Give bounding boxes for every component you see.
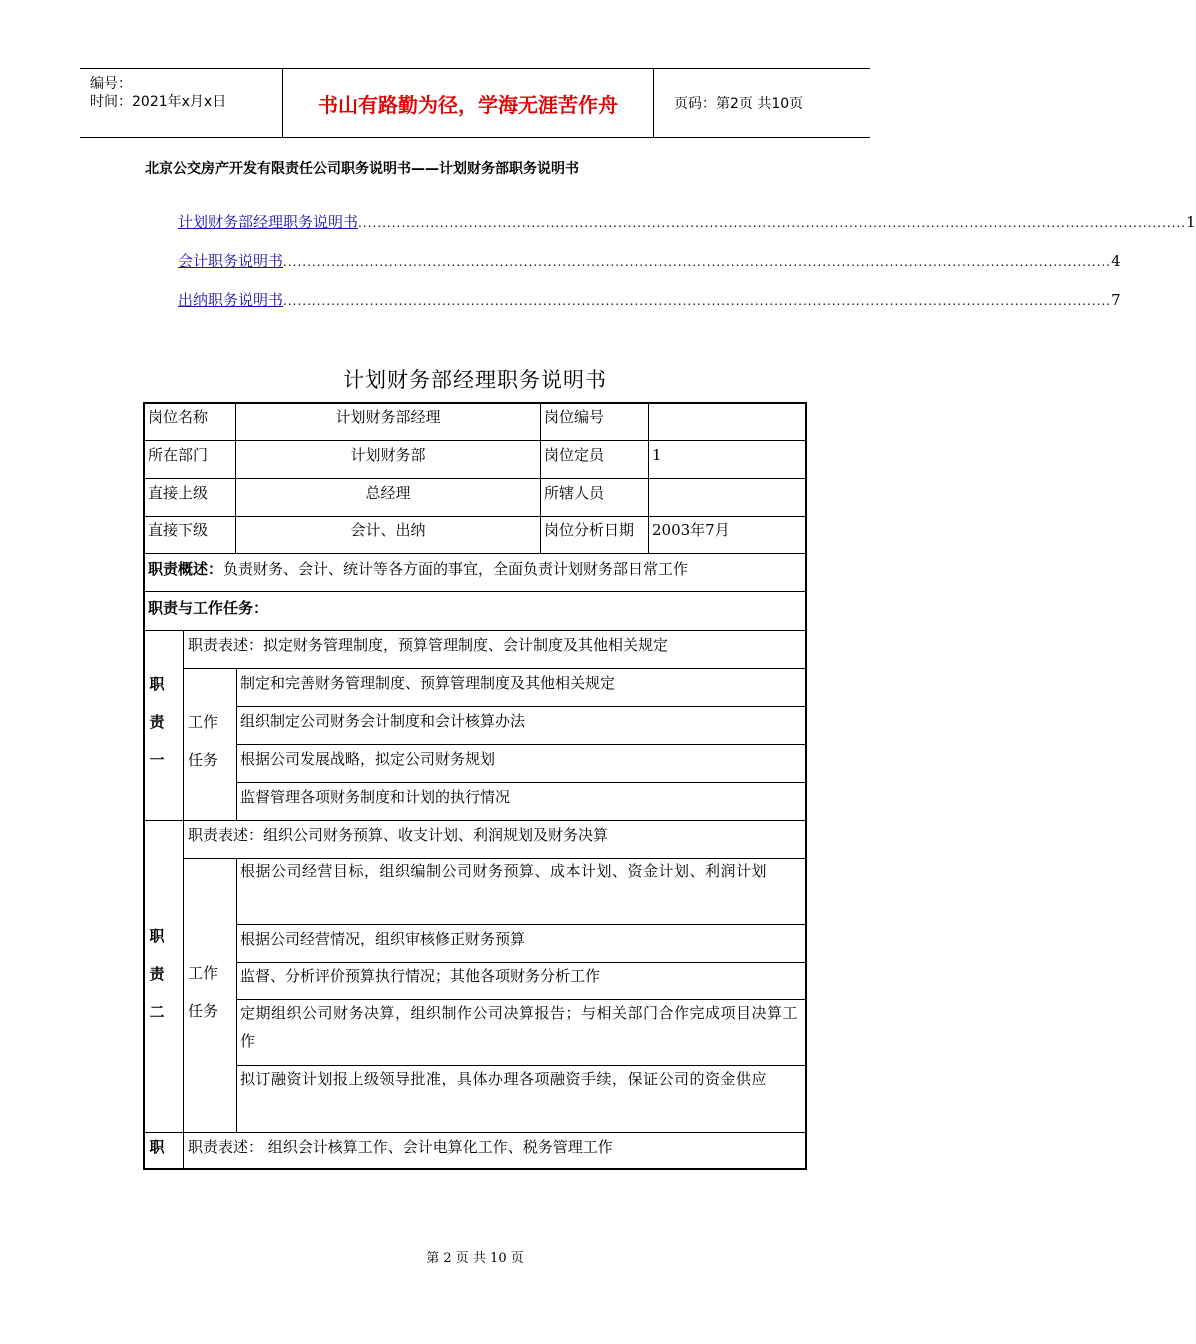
page-footer: 第 2 页 共 10 页 bbox=[426, 1251, 524, 1266]
duty2-task: 定期组织公司财务决算，组织制作公司决算报告；与相关部门合作完成项目决算工作 bbox=[240, 1004, 799, 1050]
task-label-line: 任务 bbox=[188, 751, 219, 769]
duty2-task: 根据公司经营目标，组织编制公司财务预算、成本计划、资金计划、利润计划 bbox=[240, 862, 768, 880]
duty2-task: 根据公司经营情况，组织审核修正财务预算 bbox=[240, 930, 526, 948]
task-label-line: 工作 bbox=[188, 713, 219, 731]
subordinate: 会计、出纳 bbox=[350, 521, 426, 539]
summary-text: 负责财务、会计、统计等各方面的事宜，全面负责计划财务部日常工作 bbox=[223, 560, 689, 578]
duty1-task: 组织制定公司财务会计制度和会计核算办法 bbox=[240, 712, 526, 730]
dept: 计划财务部 bbox=[350, 446, 426, 464]
duty3-statement: 职责表述： 组织会计核算工作、会计电算化工作、税务管理工作 bbox=[188, 1138, 613, 1156]
toc-page: 1 bbox=[1186, 213, 1196, 231]
subordinate-label: 直接下级 bbox=[148, 521, 209, 539]
toc-page: 4 bbox=[1111, 252, 1121, 270]
duty1-task: 监督管理各项财务制度和计划的执行情况 bbox=[240, 788, 511, 806]
duty2-task: 监督、分析评价预算执行情况；其他各项财务分析工作 bbox=[240, 967, 601, 985]
duty2-side bbox=[147, 917, 167, 1031]
task-label-line: 任务 bbox=[188, 1002, 219, 1020]
date-label: 时间：2021年x月x日 bbox=[90, 94, 227, 110]
summary-label: 职责概述： bbox=[148, 560, 224, 578]
side-char: 职 bbox=[149, 1138, 165, 1156]
toc-leader: ............................................................................................................................................................................ bbox=[358, 216, 1187, 230]
toc-link[interactable]: 计划财务部经理职务说明书 bbox=[178, 213, 359, 231]
duty2-task: 拟订融资计划报上级领导批准，具体办理各项融资手续，保证公司的资金供应 bbox=[240, 1070, 768, 1088]
side-char: 二 bbox=[149, 1003, 165, 1021]
side-char: 一 bbox=[149, 751, 165, 769]
side-char: 职 bbox=[149, 927, 165, 945]
page-label-text: 页码：第2页 共10页 bbox=[674, 96, 804, 112]
duty1-task-label bbox=[188, 703, 218, 779]
headcount-label: 岗位定员 bbox=[544, 446, 605, 464]
toc-link[interactable]: 会计职务说明书 bbox=[178, 252, 284, 270]
summary-row bbox=[148, 555, 798, 583]
page-label bbox=[664, 69, 870, 137]
duty3-side bbox=[147, 1128, 167, 1166]
number-label: 编号： bbox=[90, 76, 132, 92]
document-title: 北京公交房产开发有限责任公司职务说明书——计划财务部职务说明书 bbox=[145, 161, 579, 177]
duty1-task: 制定和完善财务管理制度、预算管理制度及其他相关规定 bbox=[240, 674, 616, 692]
position-no-label: 岗位编号 bbox=[544, 408, 605, 426]
page-header bbox=[80, 68, 870, 138]
duty2-statement: 职责表述：组织公司财务预算、收支计划、利润规划及财务决算 bbox=[188, 826, 609, 844]
toc-entry[interactable] bbox=[178, 211, 1196, 233]
superior-label: 直接上级 bbox=[148, 484, 209, 502]
header-meta bbox=[80, 69, 283, 137]
toc-entry[interactable] bbox=[178, 289, 1121, 311]
duty2-task-label bbox=[188, 954, 218, 1030]
analysis-date: 2003年7月 bbox=[652, 521, 730, 539]
staff-label: 所辖人员 bbox=[544, 484, 605, 502]
side-char: 责 bbox=[149, 713, 165, 731]
task-label-line: 工作 bbox=[188, 964, 219, 982]
side-char: 职 bbox=[149, 675, 165, 693]
side-char: 责 bbox=[149, 965, 165, 983]
section-title: 计划财务部经理职务说明书 bbox=[343, 368, 607, 392]
headcount: 1 bbox=[652, 446, 662, 464]
toc-leader: ............................................................................................................................................................................ bbox=[283, 255, 1112, 269]
motto: 书山有路勤为径，学海无涯苦作舟 bbox=[283, 69, 654, 137]
toc-entry[interactable] bbox=[178, 250, 1121, 272]
dept-label: 所在部门 bbox=[148, 446, 209, 464]
duties-label: 职责与工作任务： bbox=[148, 599, 269, 617]
duty1-side bbox=[147, 665, 167, 779]
analysis-date-label: 岗位分析日期 bbox=[544, 521, 635, 539]
toc-leader: ............................................................................................................................................................................ bbox=[283, 294, 1112, 308]
duty1-statement: 职责表述：拟定财务管理制度，预算管理制度、会计制度及其他相关规定 bbox=[188, 636, 669, 654]
toc-link[interactable]: 出纳职务说明书 bbox=[178, 291, 284, 309]
position-name: 计划财务部经理 bbox=[335, 408, 441, 426]
position-name-label: 岗位名称 bbox=[148, 408, 209, 426]
superior: 总经理 bbox=[365, 484, 411, 502]
duty1-task: 根据公司发展战略，拟定公司财务规划 bbox=[240, 750, 496, 768]
toc-page: 7 bbox=[1111, 291, 1121, 309]
